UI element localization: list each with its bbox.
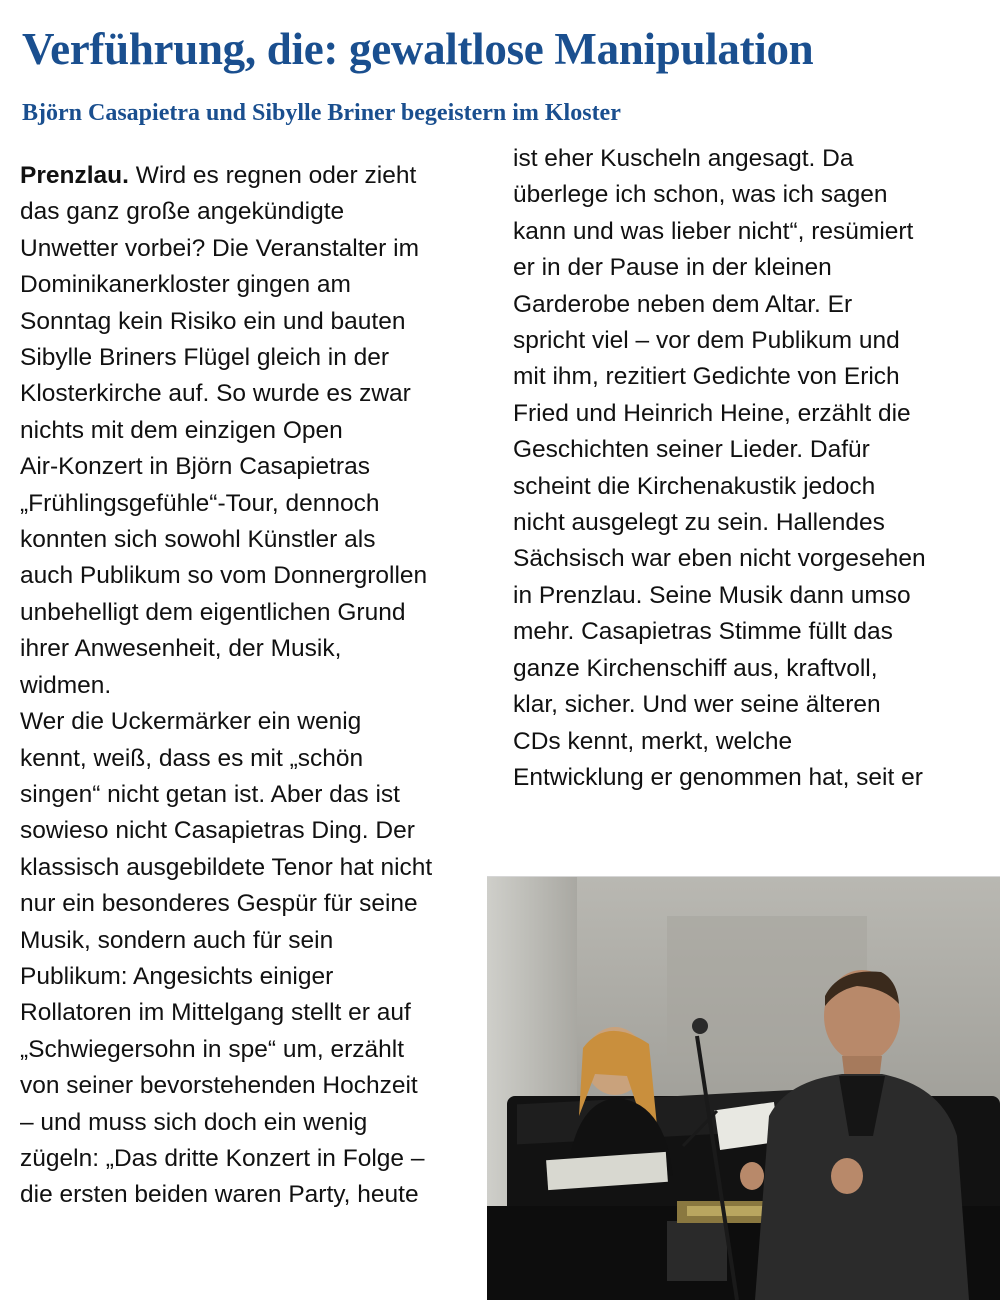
article-line: klassisch ausgebildete Tenor hat nicht [20,853,433,881]
article-line: zügeln: „Das dritte Konzert in Folge – [20,1144,425,1172]
article-line: Dominikanerkloster gingen am [20,271,351,299]
article-line: ihrer Anwesenheit, der Musik, [20,635,342,663]
article-line-text: Wird es regnen oder zieht [128,162,417,189]
article-line: Sibylle Briners Flügel gleich in der [20,344,390,372]
article-line: nichts mit dem einzigen Open [20,416,343,444]
article-line: „Schwiegersohn in spe“ um, erzählt [20,1035,405,1063]
article-line: ganze Kirchenschiff aus, kraftvoll, [513,654,878,682]
article-line: die ersten beiden waren Party, heute [20,1181,419,1209]
microphone-head [692,1018,708,1034]
article-line: sowieso nicht Casapietras Ding. Der [20,817,415,845]
article-line: widmen. [20,671,112,699]
subheadline: Björn Casapietra und Sibylle Briner begeistern im Kloster [22,100,621,126]
article-line: – und muss sich doch ein wenig [20,1108,368,1136]
article-line: in Prenzlau. Seine Musik dann umso [513,581,911,609]
article-line: Wer die Uckermärker ein wenig [20,708,362,736]
article-line: mehr. Casapietras Stimme füllt das [513,618,893,646]
article-line: nicht ausgelegt zu sein. Hallendes [513,509,885,537]
article-line: klar, sicher. Und wer seine älteren [513,691,881,719]
article-line: Fried und Heinrich Heine, erzählt die [513,399,911,427]
singer-hand-left [740,1162,764,1190]
article-line: überlege ich schon, was ich sagen [513,181,888,209]
article-line: Sonntag kein Risiko ein und bauten [20,307,406,335]
article-line: kennt, weiß, dass es mit „schön [20,744,364,772]
article-line: kann und was lieber nicht“, resümiert [513,217,914,245]
concert-photo [487,876,1000,1300]
article-line: unbehelligt dem eigentlichen Grund [20,598,406,626]
article-line: Klosterkirche auf. So wurde es zwar [20,380,411,408]
article-line: CDs kennt, merkt, welche [513,727,793,755]
article-line: Entwicklung er genommen hat, seit er [513,763,923,791]
piano-logo-plate [667,1221,727,1281]
article-line: Publikum: Angesichts einiger [20,962,334,990]
article-line: ist eher Kuscheln angesagt. Da [513,145,854,172]
article-line: konnten sich sowohl Künstler als [20,526,376,554]
singer-hand-right [831,1158,863,1194]
article-line: scheint die Kirchenakustik jedoch [513,472,876,500]
article-line: Air-Konzert in Björn Casapietras [20,453,370,481]
article-line: „Frühlingsgefühle“-Tour, dennoch [20,489,380,517]
article-line [20,158,490,194]
article-line: Geschichten seiner Lieder. Dafür [513,436,870,464]
dateline: Prenzlau. [20,162,129,189]
article-line: das ganz große angekündigte [20,198,345,226]
article-line: Sächsisch war eben nicht vorgesehen [513,545,926,573]
headline: Verführung, die: gewaltlose Manipulation [22,24,814,74]
article-line: er in der Pause in der kleinen [513,254,832,282]
article-line: Unwetter vorbei? Die Veranstalter im [20,234,419,262]
article-line: singen“ nicht getan ist. Aber das ist [20,780,400,808]
article-line: spricht viel – vor dem Publikum und [513,327,900,355]
article-column-right [513,141,993,796]
article-line: Musik, sondern auch für sein [20,926,334,954]
article-line: mit ihm, rezitiert Gedichte von Erich [513,363,900,391]
article-line: von seiner bevorstehenden Hochzeit [20,1072,418,1100]
article-line: Rollatoren im Mittelgang stellt er auf [20,999,411,1027]
article-line: auch Publikum so vom Donnergrollen [20,562,428,590]
article-line: Garderobe neben dem Altar. Er [513,290,853,318]
article-line: nur ein besonderes Gespür für seine [20,890,418,918]
article-column-left [20,158,490,1214]
